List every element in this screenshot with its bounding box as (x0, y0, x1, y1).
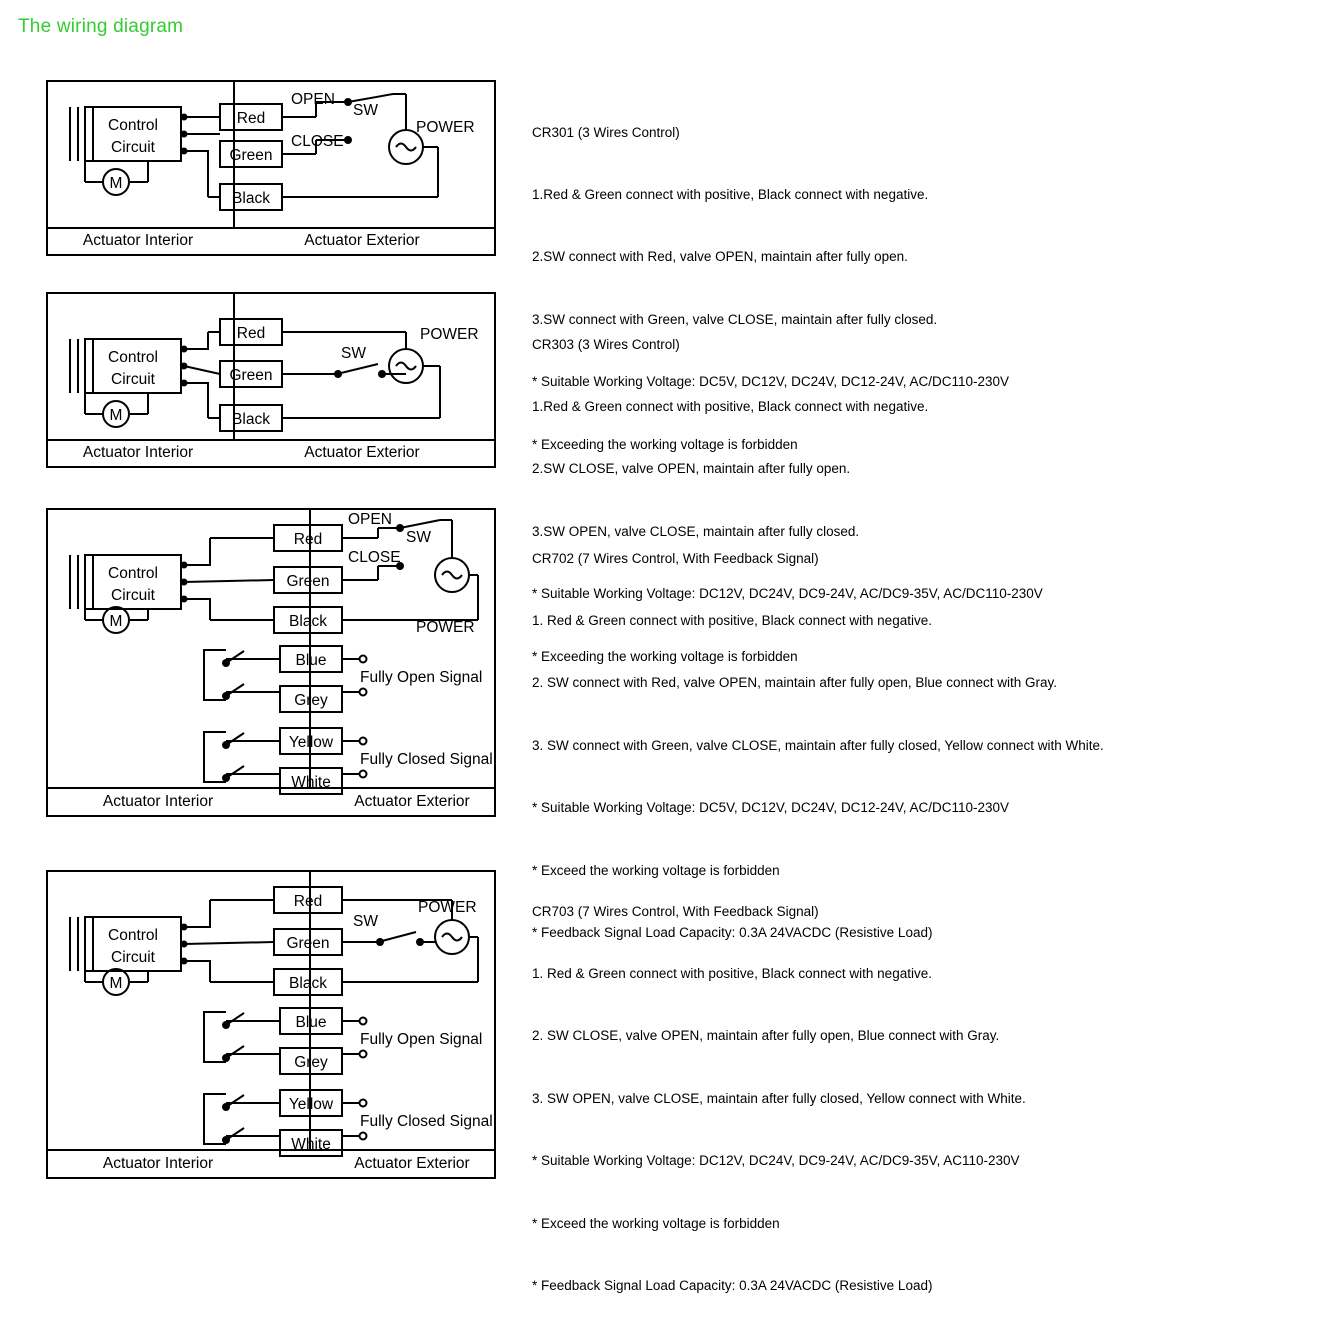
notes-line: 1.Red & Green connect with positive, Black connect with negative. (532, 398, 929, 414)
diagram-cr702 (46, 508, 496, 817)
open-label: OPEN (291, 91, 335, 108)
wire-label-blue: Blue (295, 652, 327, 669)
notes-line: 3. SW connect with Green, valve CLOSE, maintain after fully closed, Yellow connect with White. (532, 737, 1104, 753)
wire-label-red: Red (236, 110, 266, 127)
control-circuit-line1: Control (108, 349, 158, 366)
diagram-cr703 (46, 870, 496, 1179)
notes-line: * Suitable Working Voltage: DC12V, DC24V, DC9-24V, AC/DC9-35V, AC110-230V (532, 1153, 1020, 1169)
fully-closed-signal-label: Fully Closed Signal (360, 751, 493, 768)
sw-label: SW (353, 102, 378, 119)
wire-label-grey: Grey (294, 1054, 328, 1071)
control-circuit-line2: Circuit (111, 587, 155, 604)
notes-line: 3.SW connect with Green, valve CLOSE, maintain after fully closed. (532, 311, 938, 327)
notes-cr703 (532, 860, 1026, 1318)
wire-label-green: Green (286, 935, 330, 952)
power-label: POWER (416, 619, 475, 636)
actuator-exterior-label: Actuator Exterior (304, 232, 420, 249)
notes-line: * Exceed the working voltage is forbidden (532, 1215, 780, 1231)
sw-label: SW (341, 345, 366, 362)
notes-line: * Feedback Signal Load Capacity: 0.3A 24VACDC (Resistive Load) (532, 1277, 933, 1293)
notes-line: * Suitable Working Voltage: DC12V, DC24V, DC9-24V, AC/DC9-35V, AC/DC110-230V (532, 586, 1043, 602)
notes-line: 1.Red & Green connect with positive, Black connect with negative. (532, 186, 929, 202)
notes-line: 3.SW OPEN, valve CLOSE, maintain after fully closed. (532, 523, 860, 539)
page-title: The wiring diagram (18, 16, 184, 37)
notes-line: 1. Red & Green connect with positive, Black connect with negative. (532, 612, 932, 628)
notes-line: * Exceeding the working voltage is forbidden (532, 436, 798, 452)
wire-label-grey: Grey (294, 692, 328, 709)
notes-line: * Suitable Working Voltage: DC5V, DC12V, DC24V, DC12-24V, AC/DC110-230V (532, 800, 1010, 816)
notes-line: * Suitable Working Voltage: DC5V, DC12V, DC24V, DC12-24V, AC/DC110-230V (532, 374, 1010, 390)
control-circuit-line1: Control (108, 565, 158, 582)
fully-open-signal-label: Fully Open Signal (360, 1031, 483, 1048)
control-circuit-line1: Control (108, 117, 158, 134)
motor-label: M (109, 407, 123, 424)
notes-line: * Exceeding the working voltage is forbidden (532, 648, 798, 664)
notes-line: 3. SW OPEN, valve CLOSE, maintain after fully closed, Yellow connect with White. (532, 1090, 1026, 1106)
sw-label: SW (353, 913, 378, 930)
wire-label-black: Black (232, 411, 270, 428)
motor-label: M (109, 975, 123, 992)
notes-line: 2. SW CLOSE, valve OPEN, maintain after fully open, Blue connect with Gray. (532, 1028, 1000, 1044)
control-circuit-line2: Circuit (111, 139, 155, 156)
notes-title: CR301 (3 Wires Control) (532, 124, 680, 140)
notes-title: CR703 (7 Wires Control, With Feedback Signal) (532, 903, 819, 919)
control-circuit-line2: Circuit (111, 371, 155, 388)
power-label: POWER (420, 326, 479, 343)
open-label: OPEN (348, 511, 392, 528)
notes-line: * Feedback Signal Load Capacity: 0.3A 24VACDC (Resistive Load) (532, 924, 933, 940)
diagram-cr303 (46, 292, 496, 468)
close-label: CLOSE (291, 133, 344, 150)
close-label: CLOSE (348, 549, 401, 566)
wire-label-red: Red (293, 893, 323, 910)
wire-label-white: White (291, 774, 331, 791)
fully-closed-signal-label: Fully Closed Signal (360, 1113, 493, 1130)
motor-label: M (109, 613, 123, 630)
control-circuit-line1: Control (108, 927, 158, 944)
notes-title: CR702 (7 Wires Control, With Feedback Signal) (532, 550, 819, 566)
notes-line: * Exceed the working voltage is forbidden (532, 862, 780, 878)
wire-label-green: Green (229, 147, 273, 164)
actuator-interior-label: Actuator Interior (82, 232, 194, 249)
wire-label-black: Black (232, 190, 270, 207)
notes-line: 1. Red & Green connect with positive, Black connect with negative. (532, 965, 932, 981)
wire-label-green: Green (286, 573, 330, 590)
notes-line: 2.SW CLOSE, valve OPEN, maintain after fully open. (532, 461, 851, 477)
wire-label-yellow: Yellow (288, 734, 334, 751)
notes-line: 2.SW connect with Red, valve OPEN, maintain after fully open. (532, 249, 908, 265)
wire-label-yellow: Yellow (288, 1096, 334, 1113)
actuator-exterior-label: Actuator Exterior (354, 793, 470, 810)
wire-label-green: Green (229, 367, 273, 384)
sw-label: SW (406, 529, 431, 546)
wire-label-blue: Blue (295, 1014, 327, 1031)
diagram-cr301 (46, 80, 496, 256)
wire-label-red: Red (236, 325, 266, 342)
actuator-exterior-label: Actuator Exterior (304, 444, 420, 461)
actuator-interior-label: Actuator Interior (82, 444, 194, 461)
motor-label: M (109, 175, 123, 192)
power-label: POWER (418, 899, 477, 916)
control-circuit-line2: Circuit (111, 949, 155, 966)
wire-label-black: Black (289, 613, 327, 630)
notes-title: CR303 (3 Wires Control) (532, 336, 680, 352)
notes-line: 2. SW connect with Red, valve OPEN, maintain after fully open, Blue connect with Gray. (532, 675, 1057, 691)
power-label: POWER (416, 119, 475, 136)
wire-label-red: Red (293, 531, 323, 548)
actuator-interior-label: Actuator Interior (102, 793, 214, 810)
actuator-interior-label: Actuator Interior (102, 1155, 214, 1172)
wire-label-black: Black (289, 975, 327, 992)
actuator-exterior-label: Actuator Exterior (354, 1155, 470, 1172)
wire-label-white: White (291, 1136, 331, 1153)
fully-open-signal-label: Fully Open Signal (360, 669, 483, 686)
